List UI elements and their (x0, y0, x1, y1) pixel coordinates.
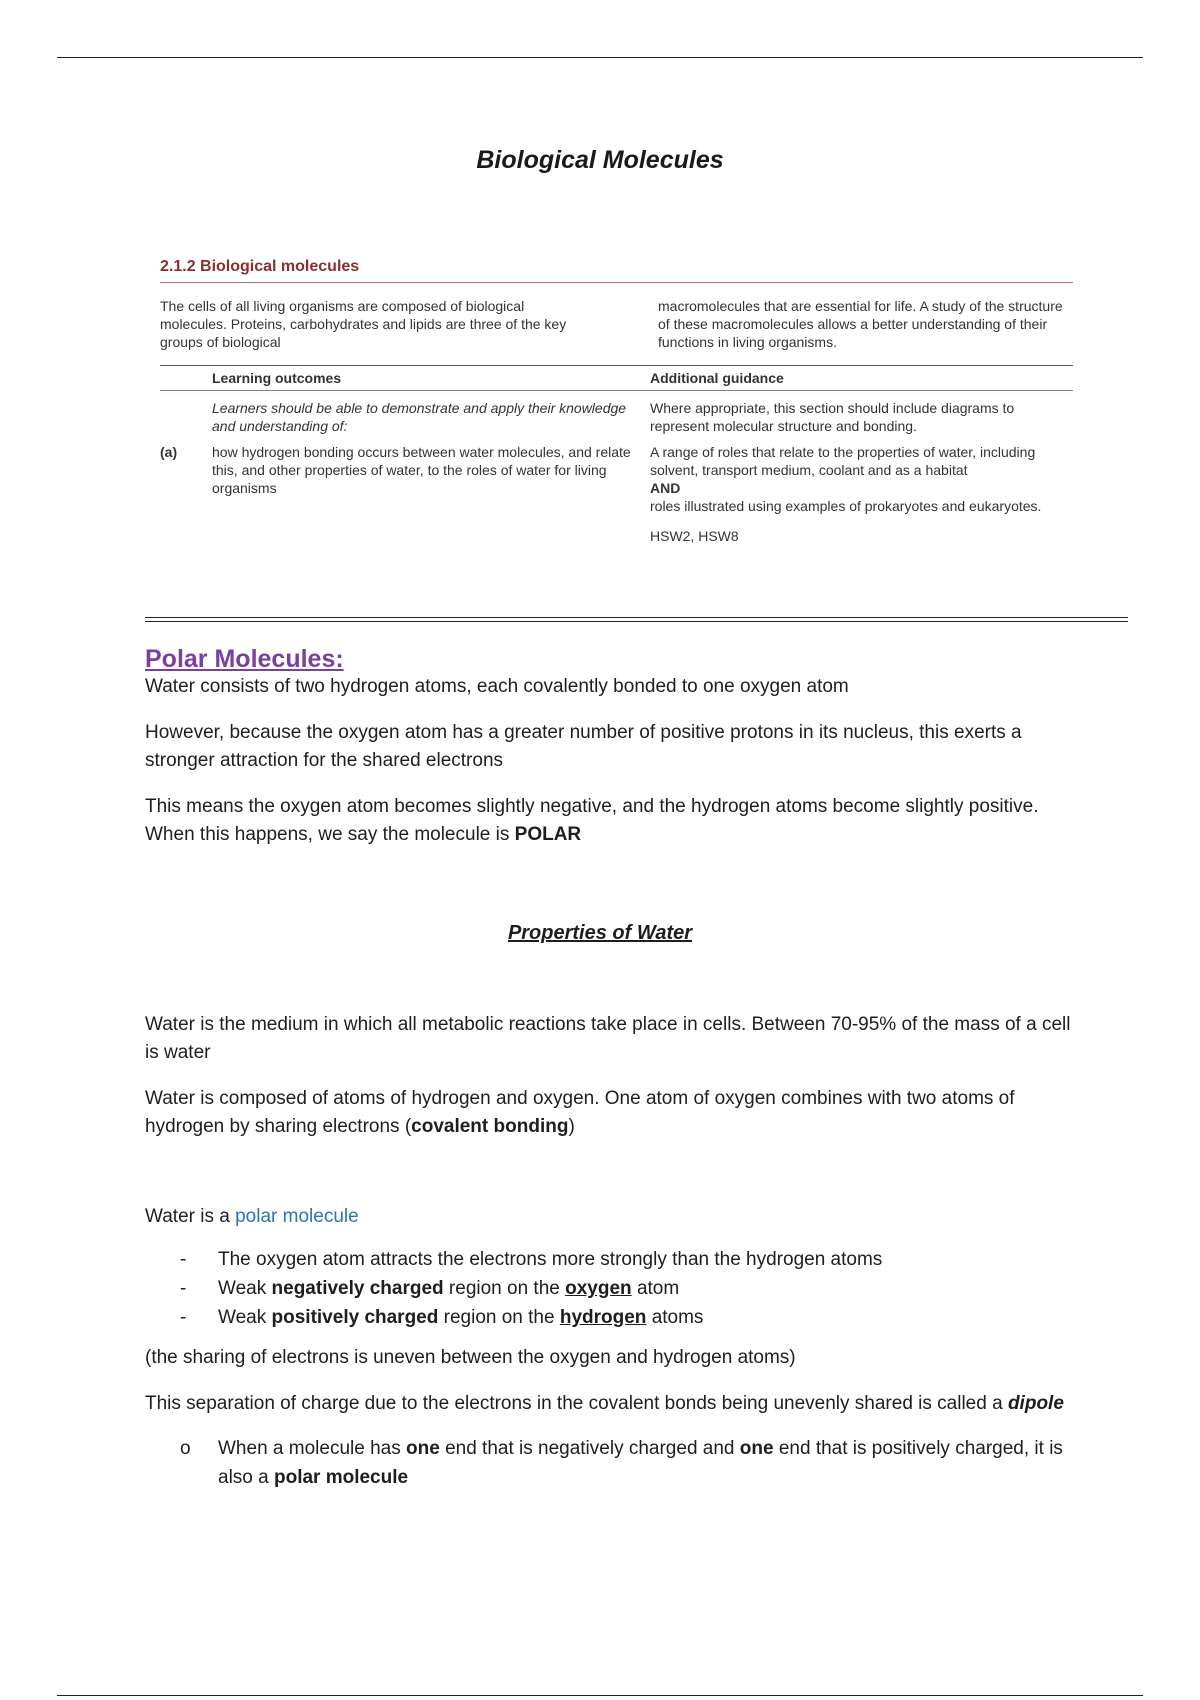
spec-heading: 2.1.2 Biological molecules (160, 258, 1073, 283)
dipole-sub-list (145, 1434, 1075, 1492)
row-label: (a) (160, 444, 178, 460)
list-item: o When a molecule has one end that is negatively charged and one end that is positively charged, it is also a polar molecule (145, 1434, 1075, 1492)
list-item: - Weak negatively charged region on the oxygen atom (145, 1274, 1075, 1303)
properties-p5: This separation of charge due to the electrons in the covalent bonds being unevenly shared is called a dipole (145, 1393, 1064, 1414)
polar-p3: This means the oxygen atom becomes slightly negative, and the hydrogen atoms become slightly positive. When this happens, we say the molecule is POLAR (145, 796, 1039, 845)
section-double-rule (145, 617, 1128, 622)
polar-bullet-list (145, 1245, 1075, 1332)
polar-keyword: POLAR (514, 824, 582, 845)
table-row (160, 443, 1073, 545)
dipole-term: dipole (1007, 1393, 1064, 1414)
spec-intro (160, 297, 1073, 351)
page-title: Biological Molecules (476, 146, 724, 174)
top-rule (57, 57, 1143, 58)
row-guidance-2: roles illustrated using examples of prokaryotes and eukaryotes. (650, 498, 1042, 514)
spec-table (160, 365, 1073, 545)
dash-bullet-icon: - (180, 1278, 187, 1299)
dash-bullet-icon: - (180, 1249, 187, 1270)
properties-p4: (the sharing of electrons is uneven between the oxygen and hydrogen atoms) (145, 1347, 796, 1368)
circle-bullet-icon: o (180, 1438, 191, 1459)
polar-p2: However, because the oxygen atom has a greater number of positive protons in its nucleus, this exerts a stronger attraction for the shared electrons (145, 722, 1022, 771)
dash-bullet-icon: - (180, 1307, 187, 1328)
spec-intro-left: The cells of all living organisms are composed of biological molecules. Proteins, carbohydrates and lipids are three of the key groups of biological (160, 298, 567, 350)
polar-section (145, 645, 1075, 849)
polar-heading: Polar Molecules: (145, 645, 344, 673)
learners-note: Learners should be able to demonstrate and apply their knowledge and understanding of: (212, 400, 627, 434)
spec-table-header (160, 366, 1073, 391)
row-hsw: HSW2, HSW8 (650, 528, 739, 544)
polar-p1: Water consists of two hydrogen atoms, each covalently bonded to one oxygen atom (145, 676, 849, 697)
row-guidance (650, 443, 1073, 545)
list-item: - Weak positively charged region on the hydrogen atoms (145, 1303, 1075, 1332)
table-row (160, 399, 1073, 435)
bottom-rule (57, 1695, 1143, 1696)
properties-p1: Water is the medium in which all metabolic reactions take place in cells. Between 70-95% of the mass of a cell is water (145, 1014, 1071, 1063)
list-item: - The oxygen atom attracts the electrons more strongly than the hydrogen atoms (145, 1245, 1075, 1274)
properties-p2: Water is composed of atoms of hydrogen and oxygen. One atom of oxygen combines with two atoms of hydrogen by sharing electrons (covalent bonding) (145, 1088, 1015, 1137)
properties-section (145, 1011, 1075, 1492)
properties-heading: Properties of Water (507, 922, 693, 944)
row-guidance-1: A range of roles that relate to the properties of water, including solvent, transport medium, coolant and as a habitat (650, 444, 1036, 478)
col-learning-outcomes: Learning outcomes (212, 370, 342, 386)
properties-p3: Water is a polar molecule (145, 1206, 359, 1227)
row-guidance-and: AND (650, 480, 681, 496)
polar-molecule-term: polar molecule (235, 1206, 359, 1227)
specification-box (160, 258, 1073, 545)
spec-intro-right: macromolecules that are essential for life. A study of the structure of these macromolecules allows a better understanding of their functions in living organisms. (658, 298, 1063, 350)
guidance-note: Where appropriate, this section should include diagrams to represent molecular structure and bonding. (650, 400, 1015, 434)
row-outcome: how hydrogen bonding occurs between water molecules, and relate this, and other properties of water, to the roles of water for living organisms (212, 444, 631, 496)
col-additional-guidance: Additional guidance (650, 370, 784, 386)
